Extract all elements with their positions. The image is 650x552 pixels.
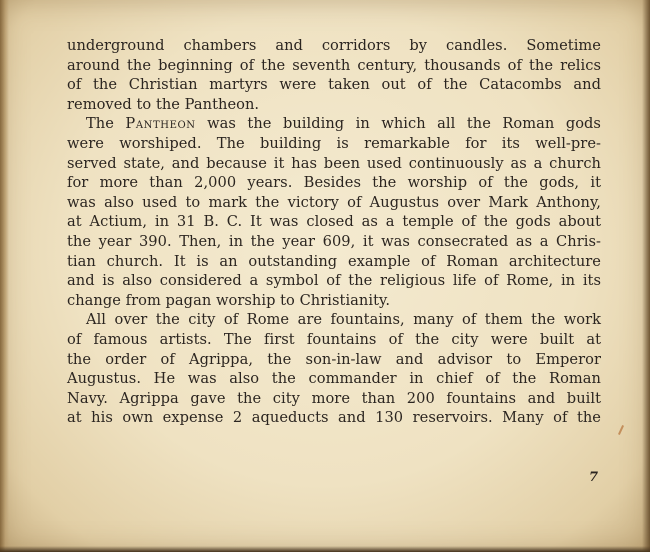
paragraph-3 bbox=[67, 310, 601, 428]
text-line: All over the city of Rome are fountains, many of them the work bbox=[86, 311, 601, 329]
text-line: and is also considered a symbol of the religious life of Rome, in its bbox=[67, 272, 601, 290]
paragraph-lead-word: The bbox=[86, 115, 114, 133]
text-line bbox=[67, 114, 601, 134]
body-text bbox=[67, 36, 601, 428]
text-line: for more than 2,000 years. Besides the worship of the gods, it bbox=[67, 174, 601, 192]
text-line: at his own expense 2 aqueducts and 130 reservoirs. Many of the bbox=[67, 409, 601, 427]
text-line: tian church. It is an outstanding example of Roman architecture bbox=[67, 252, 601, 270]
ink-mark bbox=[618, 425, 624, 435]
page-bottom-edge bbox=[0, 546, 650, 552]
text-line: of the Christian martyrs were taken out of the Catacombs and bbox=[67, 76, 601, 94]
text-line: around the beginning of the seventh century, thousands of the relics bbox=[67, 56, 601, 74]
text-line: underground chambers and corridors by candles. Sometime bbox=[67, 37, 601, 54]
text-line: the year 390. Then, in the year 609, it was consecrated as a Chris- bbox=[67, 232, 601, 250]
text-line: were worshiped. The building is remarkable for its well-pre- bbox=[67, 134, 601, 152]
paragraph-lead-rest: was the building in which all the Roman gods bbox=[207, 115, 601, 133]
paragraph-1 bbox=[67, 36, 601, 114]
text-line: was also used to mark the victory of Augustus over Mark Anthony, bbox=[67, 193, 601, 211]
text-line: Navy. Agrippa gave the city more than 200 fountains and built bbox=[67, 389, 601, 407]
text-line: at Actium, in 31 B. C. It was closed as a temple of the gods about bbox=[67, 213, 601, 231]
text-line: the order of Agrippa, the son-in-law and advisor to Emperor bbox=[67, 350, 601, 368]
page-edge-shadow bbox=[642, 0, 650, 552]
pantheon-term: Pantheon bbox=[125, 115, 196, 133]
text-line: of famous artists. The first fountains of the city were built at bbox=[67, 330, 601, 348]
text-line: removed to the Pantheon. bbox=[67, 95, 260, 113]
text-line: served state, and because it has been used continuously as a church bbox=[67, 154, 601, 172]
page-number: 7 bbox=[589, 470, 599, 485]
text-line: change from pagan worship to Christianity. bbox=[67, 291, 391, 309]
paragraph-2 bbox=[67, 114, 601, 310]
text-line: Augustus. He was also the commander in chief of the Roman bbox=[67, 370, 601, 388]
page-gutter-shadow bbox=[0, 0, 9, 552]
